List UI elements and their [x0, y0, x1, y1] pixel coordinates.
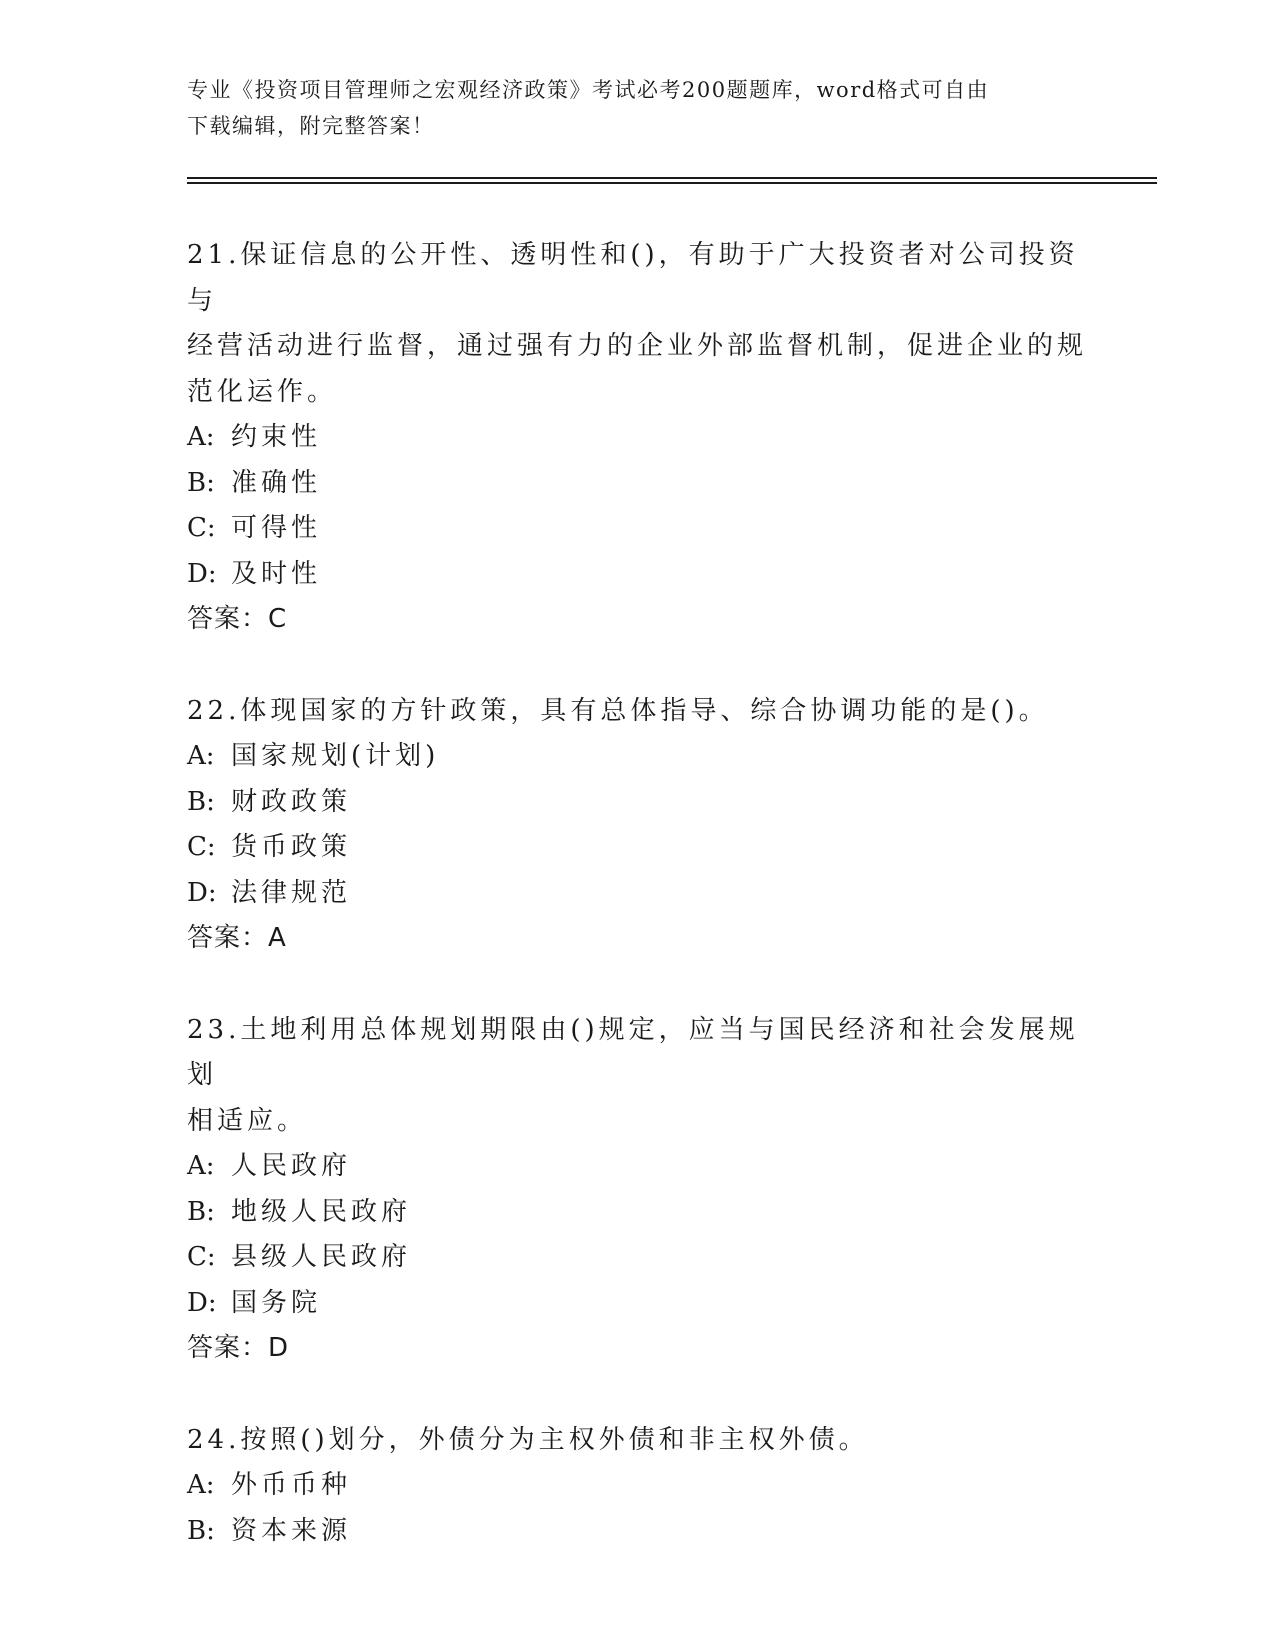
option-text: 货币政策 [231, 832, 352, 862]
option-text: 约束性 [231, 422, 322, 452]
option-c [187, 506, 1087, 552]
option-text: 及时性 [231, 558, 322, 589]
option-c [187, 825, 1087, 871]
option-key: C: [187, 832, 216, 862]
header-divider-bottom [187, 182, 1157, 184]
stem-line: 范化运作。 [187, 376, 338, 407]
option-key: A: [187, 1151, 215, 1181]
question-stem [187, 1418, 1087, 1464]
option-text: 人民政府 [231, 1151, 352, 1181]
question-spacer [187, 643, 1087, 689]
stem-line: 经营活动进行监督，通过强有力的企业外部监督机制，促进企业的规 [187, 331, 1088, 361]
option-b [187, 1190, 1087, 1236]
option-key: B: [187, 467, 215, 498]
document-header [187, 72, 1067, 144]
option-key: B: [187, 786, 215, 817]
option-key: A: [187, 422, 215, 452]
option-key: B: [187, 1196, 215, 1227]
option-key: D: [187, 877, 217, 908]
option-key: D: [187, 558, 217, 589]
option-b [187, 1509, 1087, 1555]
option-key: C: [187, 513, 216, 543]
question-stem [187, 233, 1087, 415]
answer-line: 答案：D [187, 1333, 290, 1363]
option-key: D: [187, 1287, 217, 1318]
stem-line: 24.按照()划分，外债分为主权外债和非主权外债。 [187, 1424, 869, 1455]
option-text: 国家规划(计划) [231, 741, 440, 771]
option-b [187, 461, 1087, 507]
option-a [187, 1144, 1087, 1190]
option-d [187, 871, 1087, 917]
option-text: 地级人民政府 [231, 1196, 412, 1227]
answer-line: 答案：A [187, 923, 287, 953]
option-text: 国务院 [231, 1287, 322, 1318]
option-text: 县级人民政府 [231, 1242, 412, 1272]
option-key: A: [187, 1470, 215, 1500]
option-text: 可得性 [231, 513, 322, 543]
option-key: B: [187, 1515, 215, 1546]
option-d [187, 1281, 1087, 1327]
option-c [187, 1235, 1087, 1281]
question-list [187, 233, 1087, 1554]
question-21 [187, 233, 1087, 643]
option-text: 准确性 [231, 467, 322, 498]
question-24 [187, 1418, 1087, 1555]
header-line-2: 下载编辑，附完整答案！ [187, 114, 435, 138]
option-text: 财政政策 [231, 786, 352, 817]
question-23 [187, 1008, 1087, 1372]
option-key: C: [187, 1242, 216, 1272]
option-text: 法律规范 [231, 877, 352, 908]
question-stem [187, 689, 1087, 735]
option-key: A: [187, 741, 215, 771]
option-d [187, 552, 1087, 598]
question-stem [187, 1008, 1087, 1145]
question-spacer [187, 1372, 1087, 1418]
answer-line: 答案：C [187, 604, 288, 634]
option-text: 资本来源 [231, 1515, 352, 1546]
option-text: 外币币种 [231, 1470, 352, 1500]
stem-line: 22.体现国家的方针政策，具有总体指导、综合协调功能的是()。 [187, 695, 1049, 726]
option-b [187, 780, 1087, 826]
header-line-1: 专业《投资项目管理师之宏观经济政策》考试必考200题题库，word格式可自由 [187, 78, 990, 102]
question-spacer [187, 962, 1087, 1008]
header-divider-top [187, 177, 1157, 179]
stem-line: 23.土地利用总体规划期限由()规定，应当与国民经济和社会发展规划 [187, 1014, 1079, 1090]
option-a [187, 415, 1087, 461]
option-a [187, 734, 1087, 780]
stem-line: 相适应。 [187, 1105, 308, 1136]
option-a [187, 1463, 1087, 1509]
stem-line: 21.保证信息的公开性、透明性和()，有助于广大投资者对公司投资与 [187, 240, 1079, 316]
question-22 [187, 689, 1087, 962]
